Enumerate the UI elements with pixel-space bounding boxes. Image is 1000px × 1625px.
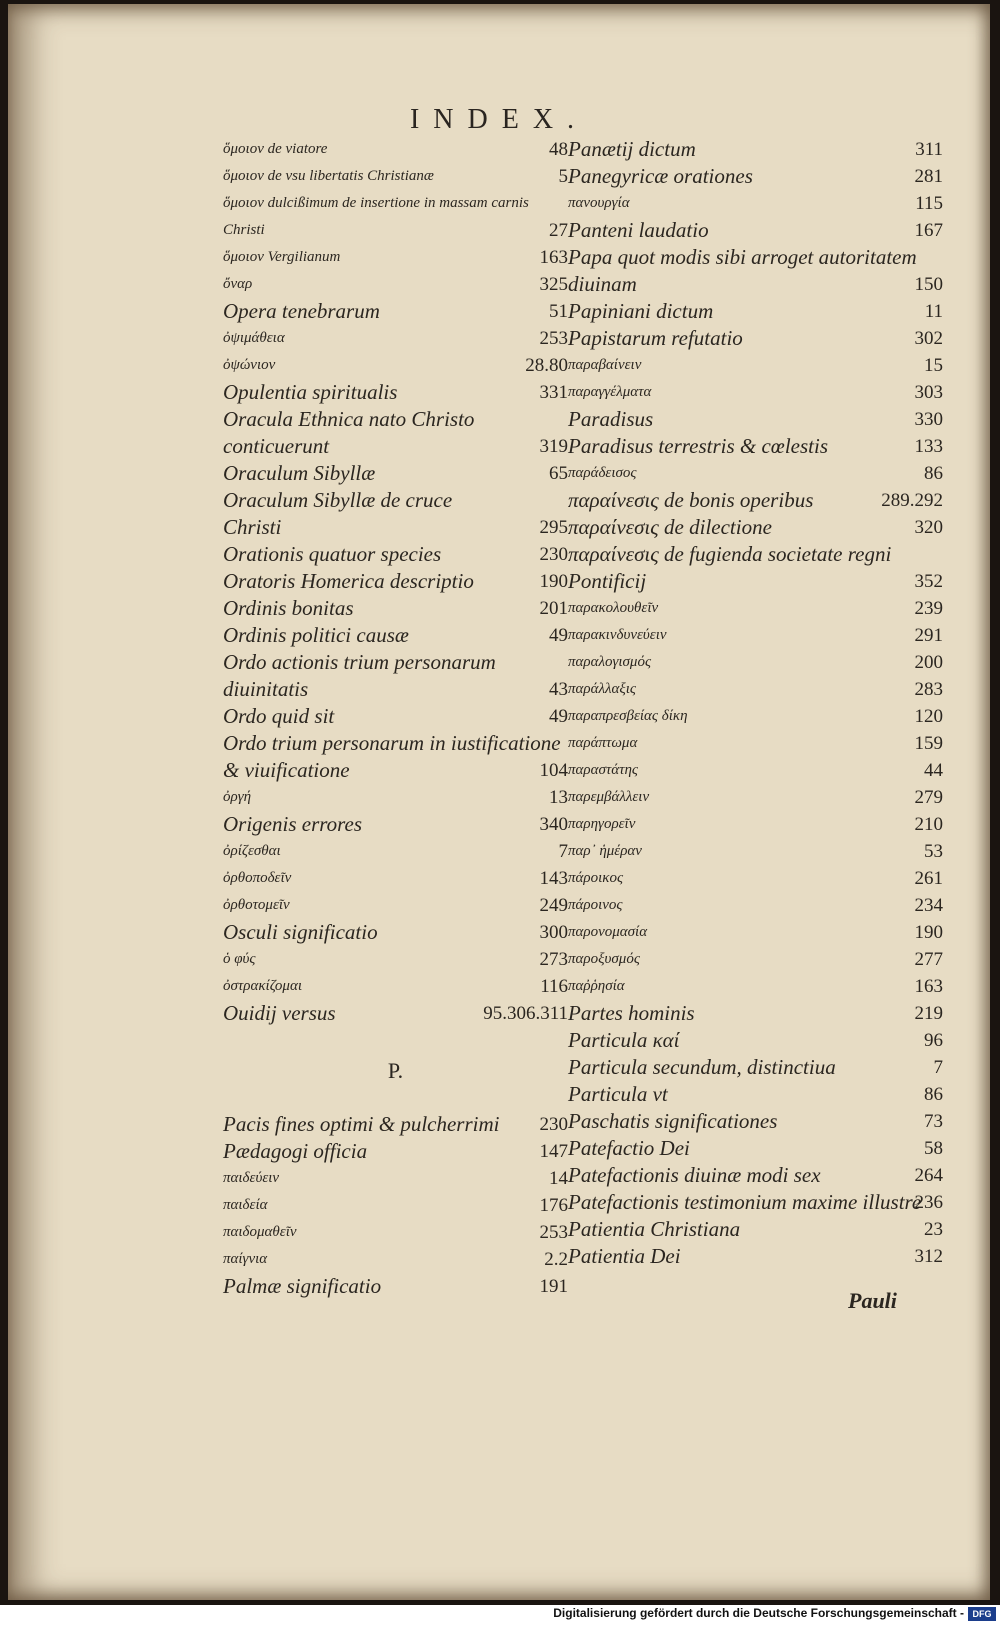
index-term: ὁ φύς <box>223 951 256 967</box>
page-reference: 279 <box>914 787 943 808</box>
index-entry <box>568 1081 943 1108</box>
page-reference: 133 <box>914 436 943 457</box>
index-term: Papa quot modis sibi arroget autoritatem diuinam <box>568 245 917 296</box>
index-term: παιδομαθεῖν <box>223 1224 297 1240</box>
index-entry <box>568 595 943 622</box>
page-reference: 219 <box>914 1003 943 1024</box>
page-reference: 147 <box>539 1141 568 1162</box>
index-term: παραγγέλματα <box>568 384 652 400</box>
index-term: Oraculum Sibyllæ de cruce Christi <box>223 488 453 539</box>
index-entry <box>223 919 568 946</box>
page-reference: 104 <box>539 760 568 781</box>
page-reference: 150 <box>914 274 943 295</box>
page-reference: 283 <box>914 679 943 700</box>
page-reference: 15 <box>924 355 943 376</box>
index-term: Oracula Ethnica nato Christo conticuerunt <box>223 407 475 458</box>
page-reference: 5 <box>558 166 568 187</box>
index-entry <box>223 649 568 703</box>
index-entry <box>568 1054 943 1081</box>
index-entry <box>223 865 568 892</box>
index-entry <box>568 919 943 946</box>
index-entry <box>568 757 943 784</box>
index-entry <box>568 730 943 757</box>
index-entry <box>223 541 568 568</box>
index-term: Ouidij versus <box>223 1001 336 1025</box>
index-term: παίγνια <box>223 1251 268 1267</box>
index-entry <box>568 541 943 595</box>
index-entry <box>223 838 568 865</box>
index-entry <box>223 703 568 730</box>
index-term: Orationis quatuor species <box>223 542 442 566</box>
page-reference: 325 <box>539 274 568 295</box>
index-term: Particula καί <box>568 1028 680 1052</box>
index-term: Patientia Dei <box>568 1244 681 1268</box>
index-term: Pacis fines optimi & pulcherrimi <box>223 1112 500 1136</box>
page-reference: 264 <box>914 1165 943 1186</box>
index-entry <box>223 622 568 649</box>
page-reference: 143 <box>539 868 568 889</box>
page-reference: 312 <box>914 1246 943 1267</box>
page-reference: 51 <box>549 301 568 322</box>
index-term: παροξυσμός <box>568 951 640 967</box>
index-entry <box>223 1192 568 1219</box>
index-term: παρηγορεῖν <box>568 816 636 832</box>
index-entry <box>223 487 568 541</box>
index-entry <box>223 595 568 622</box>
index-entry <box>223 190 568 244</box>
page-reference: 234 <box>914 895 943 916</box>
page-reference: 303 <box>914 382 943 403</box>
catchword: Pauli <box>848 1288 897 1313</box>
index-entry <box>568 649 943 676</box>
page-reference: 176 <box>539 1195 568 1216</box>
index-entry <box>568 244 943 298</box>
index-term: Papiniani dictum <box>568 299 714 323</box>
index-term: παραβαίνειν <box>568 357 642 373</box>
index-term: ὀρθοτομεῖν <box>223 897 290 913</box>
index-entry <box>223 1246 568 1273</box>
page-reference: 291 <box>914 625 943 646</box>
index-entry <box>223 379 568 406</box>
page-reference: 23 <box>924 1219 943 1240</box>
index-entry <box>568 163 943 190</box>
index-entry <box>568 379 943 406</box>
index-term: ὀστρακίζομαι <box>223 978 302 994</box>
index-entry <box>223 244 568 271</box>
page-reference: 11 <box>924 301 943 322</box>
page-reference: 43 <box>549 679 568 700</box>
page-reference: 120 <box>914 706 943 727</box>
page-reference: 230 <box>539 1114 568 1135</box>
page-reference: 236 <box>914 1192 943 1213</box>
page-reference: 331 <box>539 382 568 403</box>
index-entry <box>568 622 943 649</box>
index-term: Opulentia spiritualis <box>223 380 398 404</box>
page-reference: 163 <box>914 976 943 997</box>
index-entry <box>568 865 943 892</box>
page-reference: 302 <box>914 328 943 349</box>
index-term: παιδεία <box>223 1197 268 1213</box>
page-reference: 13 <box>549 787 568 808</box>
page-reference: 115 <box>915 193 943 214</box>
index-term: πάροινος <box>568 897 623 913</box>
page-reference: 200 <box>914 652 943 673</box>
index-entry <box>223 1000 568 1027</box>
index-entry <box>223 136 568 163</box>
index-term: παραλογισμός <box>568 654 652 670</box>
index-term: Opera tenebrarum <box>223 299 380 323</box>
index-term: ὅμοιον de viatore <box>223 141 328 157</box>
page-reference: 7 <box>933 1057 943 1078</box>
index-entry <box>568 352 943 379</box>
index-term: ὀψώνιον <box>223 357 276 373</box>
index-term: Ordo actionis trium personarum diuinitatis <box>223 650 496 701</box>
page-reference: 311 <box>915 139 943 160</box>
index-term: ὄναρ <box>223 276 253 292</box>
index-entry <box>223 298 568 325</box>
index-entry <box>568 1243 943 1270</box>
page-reference: 230 <box>539 544 568 565</box>
index-entry <box>568 811 943 838</box>
page-reference: 53 <box>924 841 943 862</box>
index-term: Patientia Christiana <box>568 1217 741 1241</box>
page-reference: 253 <box>539 328 568 349</box>
page-reference: 320 <box>914 517 943 538</box>
index-term: παραστάτης <box>568 762 638 778</box>
page-reference: 44 <box>924 760 943 781</box>
index-entry <box>223 1165 568 1192</box>
index-term: ὀψιμάθεια <box>223 330 285 346</box>
page-reference: 340 <box>539 814 568 835</box>
index-entry <box>568 1189 943 1216</box>
index-entry <box>568 217 943 244</box>
index-entry <box>568 1027 943 1054</box>
page-header: INDEX. <box>409 104 589 135</box>
index-term: Paradisus terrestris & cœlestis <box>568 434 828 458</box>
index-entry <box>568 676 943 703</box>
page-reference: 253 <box>539 1222 568 1243</box>
page-reference: 159 <box>914 733 943 754</box>
index-term: πανουργία <box>568 195 630 211</box>
page-reference: 289.292 <box>881 490 943 511</box>
index-term: Paradisus <box>568 407 654 431</box>
page-reference: 163 <box>539 247 568 268</box>
page-reference: 49 <box>549 625 568 646</box>
page-reference: 281 <box>914 166 943 187</box>
index-term: παράλλαξις <box>568 681 637 697</box>
page-reference: 65 <box>549 463 568 484</box>
page-reference: 86 <box>924 463 943 484</box>
index-term: παραίνεσις de dilectione <box>568 515 772 539</box>
index-entry <box>223 784 568 811</box>
index-term: παρακολουθεῖν <box>568 600 659 616</box>
index-entry <box>568 325 943 352</box>
page-reference: 95.306.311 <box>483 1003 568 1024</box>
index-entry <box>568 946 943 973</box>
section-letter: P. <box>387 1058 404 1083</box>
index-entry <box>568 460 943 487</box>
index-entry <box>568 298 943 325</box>
page-reference: 190 <box>914 922 943 943</box>
index-term: ὅμοιον de vsu libertatis Christianæ <box>223 168 434 184</box>
index-term: Osculi significatio <box>223 920 378 944</box>
index-term: παράδεισος <box>568 465 637 481</box>
index-term: Origenis errores <box>223 812 363 836</box>
index-entry <box>223 325 568 352</box>
page-reference: 86 <box>924 1084 943 1105</box>
index-entry <box>568 703 943 730</box>
dfg-credit: Digitalisierung gefördert durch die Deutsche Forschungsgemeinschaft - <box>553 1606 964 1620</box>
index-entry <box>568 892 943 919</box>
index-term: Particula vt <box>568 1082 668 1106</box>
index-term: Paschatis significationes <box>568 1109 778 1133</box>
page-reference: 116 <box>540 976 568 997</box>
index-entry <box>568 406 943 433</box>
page-reference: 191 <box>539 1276 568 1297</box>
index-entry <box>568 136 943 163</box>
page-reference: 330 <box>914 409 943 430</box>
page-reference: 7 <box>558 841 568 862</box>
index-term: ὅμοιον Vergilianum <box>223 249 341 265</box>
book-page <box>8 4 990 1600</box>
page-reference: 261 <box>914 868 943 889</box>
index-term: Ordinis bonitas <box>223 596 354 620</box>
index-term: παιδεύειν <box>223 1170 280 1186</box>
index-term: Panteni laudatio <box>568 218 709 242</box>
index-entry <box>568 190 943 217</box>
index-term: Ordo trium personarum in iustificatione & viuificatione <box>223 731 561 782</box>
index-entry <box>568 784 943 811</box>
index-term: Ordo quid sit <box>223 704 335 728</box>
index-term: Palmæ significatio <box>223 1274 382 1298</box>
index-term: ὀργή <box>223 789 252 805</box>
index-term: Panegyricæ orationes <box>568 164 753 188</box>
page-reference: 27 <box>549 220 568 241</box>
page-reference: 201 <box>539 598 568 619</box>
dfg-logo: DFG <box>968 1607 996 1621</box>
index-entry <box>568 1108 943 1135</box>
index-entry <box>568 1162 943 1189</box>
page-reference: 295 <box>539 517 568 538</box>
index-term: Patefactionis testimonium maxime illustre <box>568 1190 922 1214</box>
index-entry <box>223 892 568 919</box>
page-reference: 273 <box>539 949 568 970</box>
index-entry <box>568 838 943 865</box>
page-reference: 319 <box>539 436 568 457</box>
index-term: παραίνεσις de bonis operibus <box>568 488 814 512</box>
index-entry <box>223 271 568 298</box>
page-reference: 210 <box>914 814 943 835</box>
index-entry <box>568 973 943 1000</box>
index-entry <box>223 1219 568 1246</box>
index-entry <box>223 730 568 784</box>
index-term: παρονομασία <box>568 924 648 940</box>
page-reference: 167 <box>914 220 943 241</box>
index-entry <box>223 811 568 838</box>
index-entry <box>568 1216 943 1243</box>
index-entry <box>223 946 568 973</box>
left-column <box>223 136 568 1300</box>
index-term: Pædagogi officia <box>223 1139 368 1163</box>
page-reference: 14 <box>549 1168 568 1189</box>
index-term: παράπτωμα <box>568 735 638 751</box>
index-term: παρακινδυνεύειν <box>568 627 667 643</box>
index-entry <box>223 1111 568 1138</box>
index-term: Oratoris Homerica descriptio <box>223 569 474 593</box>
index-term: ὀρθοποδεῖν <box>223 870 292 886</box>
index-term: Oraculum Sibyllæ <box>223 461 376 485</box>
index-term: παραπρεσβείας δίκη <box>568 708 688 724</box>
page-reference: 73 <box>924 1111 943 1132</box>
index-entry <box>223 973 568 1000</box>
index-term: παραίνεσις de fugienda societate regni Pontificij <box>568 542 892 593</box>
index-entry <box>568 487 943 514</box>
index-term: παῤῥησία <box>568 978 625 994</box>
index-entry <box>223 352 568 379</box>
index-entry <box>223 406 568 460</box>
index-term: ὀρίζεσθαι <box>223 843 281 859</box>
page-reference: 28.80 <box>525 355 568 376</box>
index-term: Particula secundum, distinctiua <box>568 1055 836 1079</box>
index-entry <box>568 1135 943 1162</box>
index-entry <box>223 1138 568 1165</box>
index-entry <box>568 433 943 460</box>
page-reference: 58 <box>924 1138 943 1159</box>
index-term: παρεμβάλλειν <box>568 789 650 805</box>
index-term: Panætij dictum <box>568 137 696 161</box>
page-reference: 2.2 <box>544 1249 568 1270</box>
page-reference: 277 <box>914 949 943 970</box>
index-entry <box>223 460 568 487</box>
right-column <box>568 136 943 1270</box>
index-term: ὅμοιον dulcißimum de insertione in massam carnis Christi <box>223 195 529 238</box>
index-term: Patefactio Dei <box>568 1136 690 1160</box>
page-reference: 300 <box>539 922 568 943</box>
index-term: Ordinis politici causæ <box>223 623 409 647</box>
page-reference: 96 <box>924 1030 943 1051</box>
page-reference: 190 <box>539 571 568 592</box>
index-term: παρ᾽ ἡμέραν <box>568 843 642 859</box>
page-reference: 48 <box>549 139 568 160</box>
index-entry <box>223 1273 568 1300</box>
footer <box>0 1605 1000 1625</box>
index-term: Patefactionis diuinæ modi sex <box>568 1163 821 1187</box>
index-term: πάροικος <box>568 870 624 886</box>
page-reference: 49 <box>549 706 568 727</box>
index-entry <box>223 568 568 595</box>
page-reference: 352 <box>914 571 943 592</box>
index-entry <box>568 514 943 541</box>
index-term: Papistarum refutatio <box>568 326 743 350</box>
page-reference: 249 <box>539 895 568 916</box>
page-reference: 239 <box>914 598 943 619</box>
index-term: Partes hominis <box>568 1001 695 1025</box>
index-entry <box>568 1000 943 1027</box>
index-entry <box>223 163 568 190</box>
